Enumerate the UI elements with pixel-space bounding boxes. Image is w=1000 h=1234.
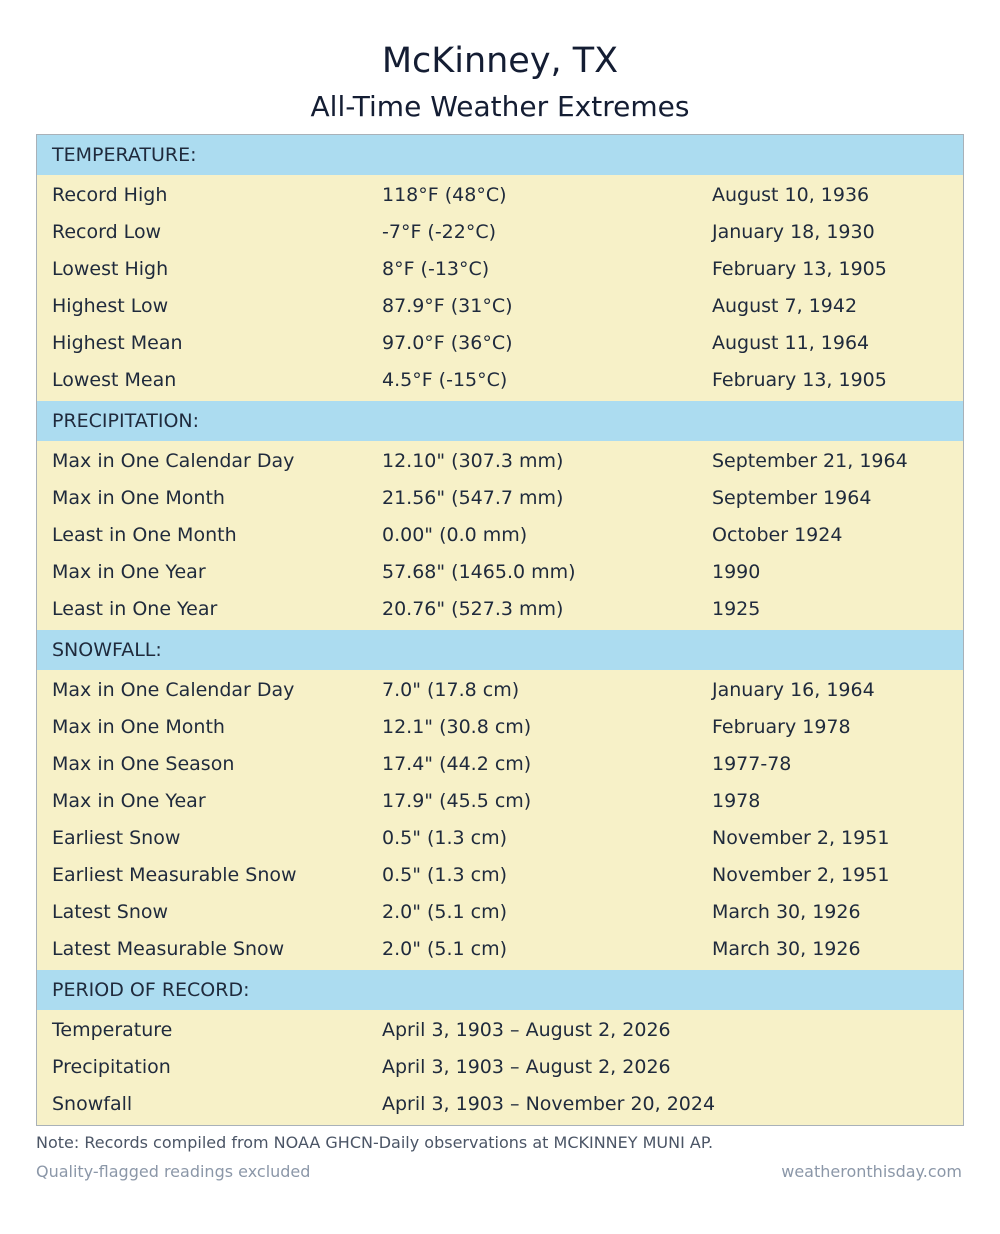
row-label: Max in One Year: [52, 561, 206, 583]
row-label: Snowfall: [52, 1093, 133, 1115]
section-header-snowfall: SNOWFALL:: [37, 630, 963, 670]
source-note: Note: Records compiled from NOAA GHCN-Daily observations at MCKINNEY MUNI AP.: [36, 1133, 714, 1152]
row-date: August 7, 1942: [712, 295, 858, 317]
row-date: March 30, 1926: [712, 901, 861, 923]
row-value: 4.5°F (-15°C): [382, 369, 508, 391]
row-value: 12.1" (30.8 cm): [382, 716, 532, 738]
row-label: Precipitation: [52, 1056, 171, 1078]
row-label: Lowest Mean: [52, 369, 177, 391]
row-label: Record High: [52, 184, 168, 206]
row-date: January 16, 1964: [712, 679, 875, 701]
table-row: [37, 591, 963, 628]
row-date: September 1964: [712, 487, 872, 509]
row-value: April 3, 1903 – November 20, 2024: [382, 1093, 716, 1115]
table-row: [37, 325, 963, 362]
row-value: -7°F (-22°C): [382, 221, 497, 243]
row-label: Max in One Calendar Day: [52, 450, 295, 472]
row-date: March 30, 1926: [712, 938, 861, 960]
table-row: [37, 288, 963, 325]
row-value: 97.0°F (36°C): [382, 332, 513, 354]
page-title: McKinney, TX: [381, 41, 619, 81]
table-row: [37, 214, 963, 251]
row-value: 2.0" (5.1 cm): [382, 938, 508, 960]
row-value: 0.00" (0.0 mm): [382, 524, 528, 546]
row-value: 17.4" (44.2 cm): [382, 753, 532, 775]
row-label: Latest Measurable Snow: [52, 938, 285, 960]
section-header-temperature: TEMPERATURE:: [37, 135, 963, 175]
section-header-period-of-record: PERIOD OF RECORD:: [37, 970, 963, 1010]
row-date: February 13, 1905: [712, 369, 887, 391]
row-value: 57.68" (1465.0 mm): [382, 561, 576, 583]
table-row: [37, 443, 963, 480]
table-row: [37, 1012, 963, 1049]
extremes-table: [36, 134, 964, 1126]
row-label: Max in One Month: [52, 716, 225, 738]
table-row: [37, 857, 963, 894]
row-label: Temperature: [52, 1019, 173, 1041]
row-label: Max in One Season: [52, 753, 235, 775]
row-value: 20.76" (527.3 mm): [382, 598, 564, 620]
row-value: 17.9" (45.5 cm): [382, 790, 532, 812]
row-value: 21.56" (547.7 mm): [382, 487, 564, 509]
row-label: Least in One Year: [52, 598, 218, 620]
table-row: [37, 709, 963, 746]
row-date: September 21, 1964: [712, 450, 908, 472]
table-row: [37, 820, 963, 857]
table-row: [37, 894, 963, 931]
row-date: October 1924: [712, 524, 843, 546]
row-label: Earliest Measurable Snow: [52, 864, 297, 886]
row-date: February 13, 1905: [712, 258, 887, 280]
row-date: August 11, 1964: [712, 332, 870, 354]
section-body-precipitation: [37, 441, 963, 630]
row-label: Record Low: [52, 221, 162, 243]
row-label: Lowest High: [52, 258, 169, 280]
row-date: 1978: [712, 790, 761, 812]
row-value: 12.10" (307.3 mm): [382, 450, 564, 472]
row-label: Latest Snow: [52, 901, 169, 923]
table-row: [37, 1049, 963, 1086]
section-body-period-of-record: [37, 1010, 963, 1125]
row-value: 0.5" (1.3 cm): [382, 827, 508, 849]
table-row: [37, 554, 963, 591]
row-value: 118°F (48°C): [382, 184, 507, 206]
table-row: [37, 362, 963, 399]
row-label: Highest Low: [52, 295, 169, 317]
row-value: April 3, 1903 – August 2, 2026: [382, 1019, 671, 1041]
table-row: [37, 480, 963, 517]
row-date: August 10, 1936: [712, 184, 870, 206]
table-row: [37, 672, 963, 709]
row-label: Max in One Calendar Day: [52, 679, 295, 701]
footer-quality-note: Quality-flagged readings excluded: [36, 1162, 311, 1181]
row-value: 7.0" (17.8 cm): [382, 679, 520, 701]
table-row: [37, 1086, 963, 1123]
row-value: 0.5" (1.3 cm): [382, 864, 508, 886]
table-row: [37, 177, 963, 214]
table-row: [37, 783, 963, 820]
row-date: 1925: [712, 598, 761, 620]
row-label: Max in One Month: [52, 487, 225, 509]
table-row: [37, 517, 963, 554]
row-date: 1977-78: [712, 753, 792, 775]
page-subtitle: All-Time Weather Extremes: [310, 90, 690, 123]
row-label: Highest Mean: [52, 332, 183, 354]
row-date: February 1978: [712, 716, 851, 738]
section-header-precipitation: PRECIPITATION:: [37, 401, 963, 441]
table-row: [37, 931, 963, 968]
table-row: [37, 251, 963, 288]
row-label: Least in One Month: [52, 524, 237, 546]
row-label: Max in One Year: [52, 790, 206, 812]
footer-site-name: weatheronthisday.com: [781, 1162, 962, 1181]
section-body-snowfall: [37, 670, 963, 970]
row-date: 1990: [712, 561, 761, 583]
row-label: Earliest Snow: [52, 827, 181, 849]
row-value: 8°F (-13°C): [382, 258, 490, 280]
row-date: November 2, 1951: [712, 827, 890, 849]
section-body-temperature: [37, 175, 963, 401]
row-date: January 18, 1930: [712, 221, 875, 243]
row-value: 2.0" (5.1 cm): [382, 901, 508, 923]
row-value: April 3, 1903 – August 2, 2026: [382, 1056, 671, 1078]
table-row: [37, 746, 963, 783]
row-value: 87.9°F (31°C): [382, 295, 513, 317]
row-date: November 2, 1951: [712, 864, 890, 886]
